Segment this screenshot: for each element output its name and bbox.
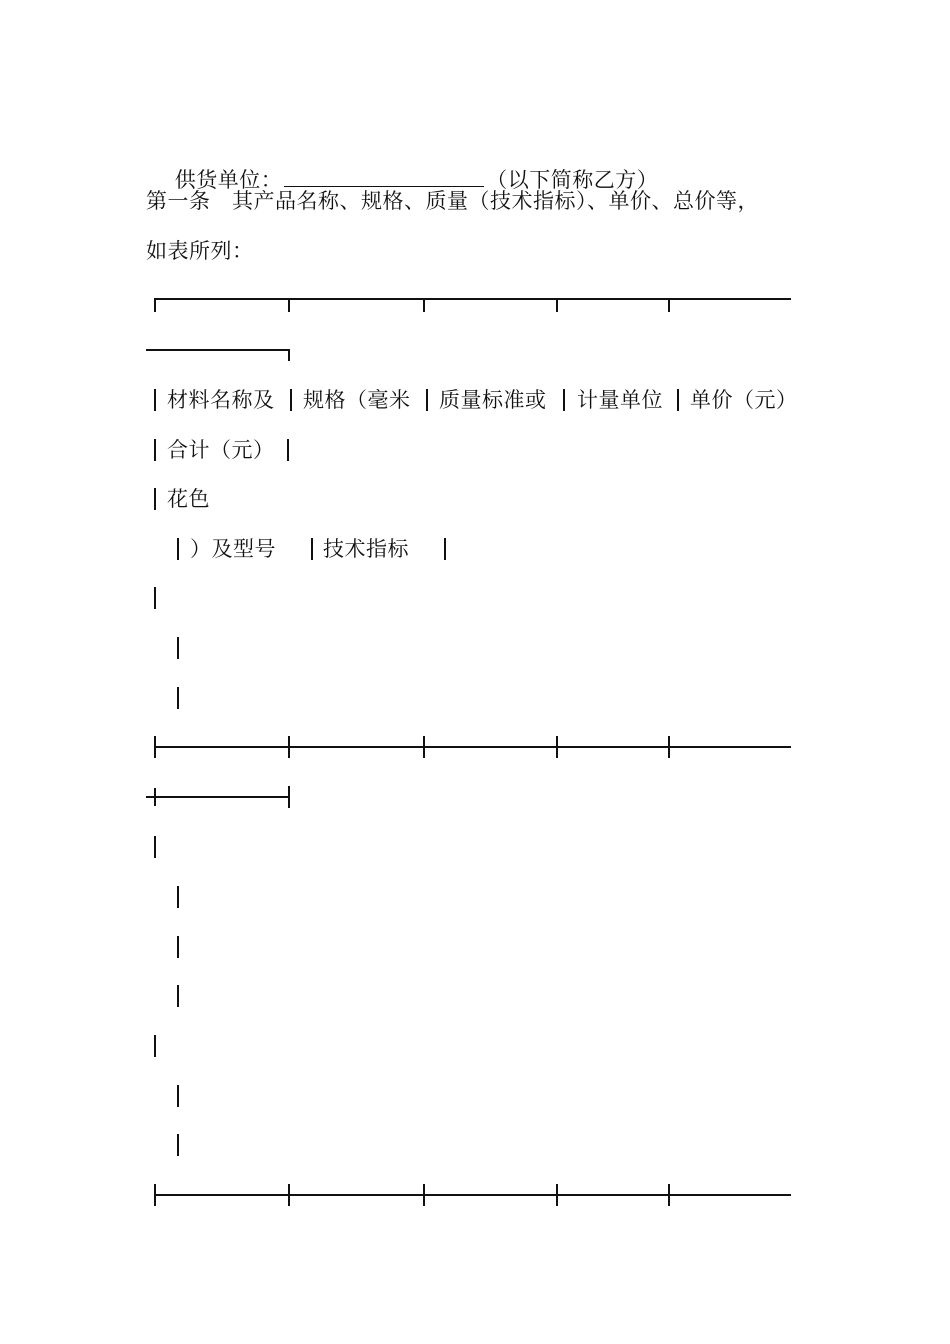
header-cell: ）及型号 bbox=[190, 537, 276, 561]
cell-border bbox=[154, 836, 156, 858]
cell-border bbox=[177, 637, 179, 659]
header-cell: 材料名称及 bbox=[167, 388, 275, 412]
cell-border bbox=[154, 1035, 156, 1057]
supplier-label: 供货单位： bbox=[174, 168, 283, 192]
header-cell: 质量标准或 bbox=[439, 388, 547, 412]
supplier-note: （以下简称乙方） bbox=[486, 168, 659, 192]
supplier-blank bbox=[284, 166, 484, 187]
cell-border bbox=[177, 985, 179, 1007]
cell-border bbox=[177, 1085, 179, 1107]
header-cell: 合计（元） bbox=[167, 438, 275, 462]
article1-line2: 如表所列： bbox=[146, 239, 254, 263]
cell-border bbox=[154, 587, 156, 609]
header-cell: 花色 bbox=[167, 487, 210, 511]
header-cell: 单价（元） bbox=[690, 388, 798, 412]
header-cell: 计量单位 bbox=[577, 388, 663, 412]
cell-border bbox=[177, 936, 179, 958]
article1-line1: 第一条 其产品名称、规格、质量（技术指标）、单价、总价等， bbox=[146, 189, 759, 213]
cell-border bbox=[177, 687, 179, 709]
cell-border bbox=[177, 886, 179, 908]
cell-border bbox=[177, 1134, 179, 1156]
header-cell: 规格（毫米 bbox=[303, 388, 411, 412]
header-cell: 技术指标 bbox=[323, 537, 409, 561]
